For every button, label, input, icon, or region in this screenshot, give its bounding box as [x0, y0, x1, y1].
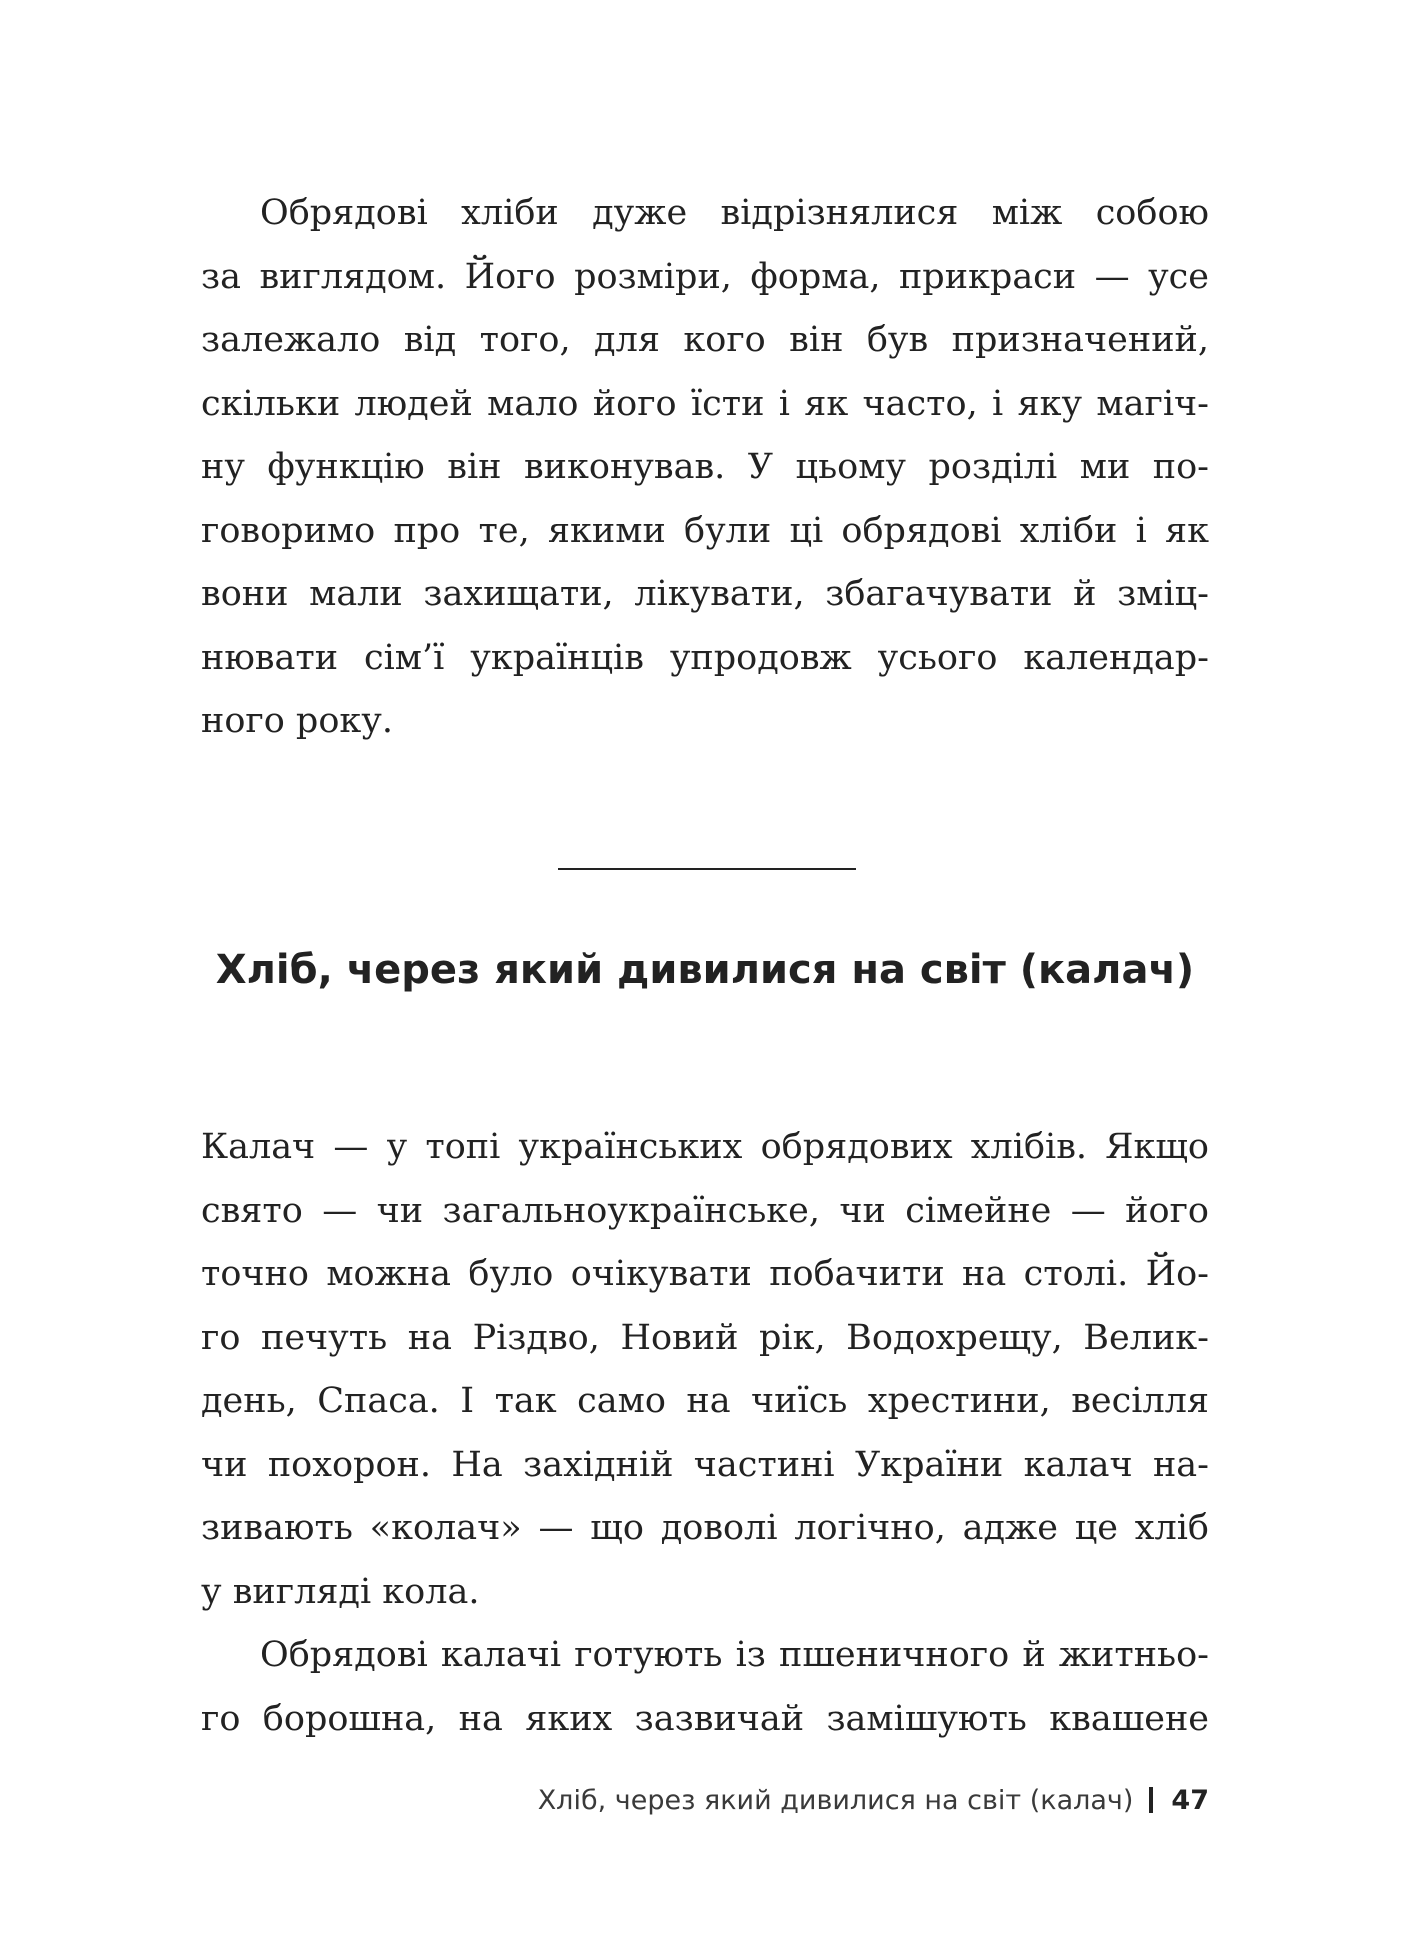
- running-title: Хліб, через який дивилися на світ (калач): [537, 1785, 1134, 1816]
- intro-line: ного року.: [201, 701, 394, 741]
- page-number: 47: [1171, 1785, 1209, 1816]
- body-line: у вигляді кола.: [201, 1571, 480, 1612]
- body-line: го борошна, на яких зазвичай замішують квашене: [201, 1698, 1209, 1739]
- body-line: свято — чи загальноукраїнське, чи сімейне — його: [201, 1190, 1209, 1231]
- body-line: Калач — у топі українських обрядових хлібів. Якщо: [201, 1127, 1209, 1167]
- body-line: Обрядові калачі готують із пшеничного й житньо-: [260, 1635, 1209, 1675]
- intro-paragraph: [201, 182, 1209, 754]
- section-body: [201, 1116, 1209, 1751]
- intro-line: за виглядом. Його розміри, форма, прикраси — усе: [201, 256, 1209, 297]
- section-divider: [558, 868, 856, 870]
- intro-line: залежало від того, для кого він був призначений,: [201, 320, 1209, 360]
- section-heading: Хліб, через який дивилися на світ (калач): [215, 947, 1195, 993]
- body-line: точно можна було очікувати побачити на столі. Йо-: [201, 1254, 1209, 1294]
- intro-line: ну функцію він виконував. У цьому розділі ми по-: [201, 447, 1209, 487]
- body-line: зивають «колач» — що доволі логічно, адже це хліб: [201, 1508, 1209, 1548]
- footer-separator: [1149, 1787, 1153, 1813]
- intro-line: говоримо про те, якими були ці обрядові хліби і як: [201, 510, 1209, 551]
- intro-line: вони мали захищати, лікувати, збагачувати й зміц-: [201, 574, 1209, 614]
- intro-line: Обрядові хліби дуже відрізнялися між собою: [260, 193, 1209, 233]
- body-line: день, Спаса. І так само на чиїсь хрестини, весілля: [201, 1381, 1209, 1421]
- intro-line: нювати сім’ї українців упродовж усього календар-: [201, 637, 1209, 678]
- running-footer: [538, 1781, 1209, 1821]
- body-line: чи похорон. На західній частині України калач на-: [201, 1444, 1209, 1485]
- intro-line: скільки людей мало його їсти і як часто, і яку магіч-: [201, 383, 1209, 424]
- body-line: го печуть на Різдво, Новий рік, Водохрещу, Велик-: [201, 1317, 1209, 1358]
